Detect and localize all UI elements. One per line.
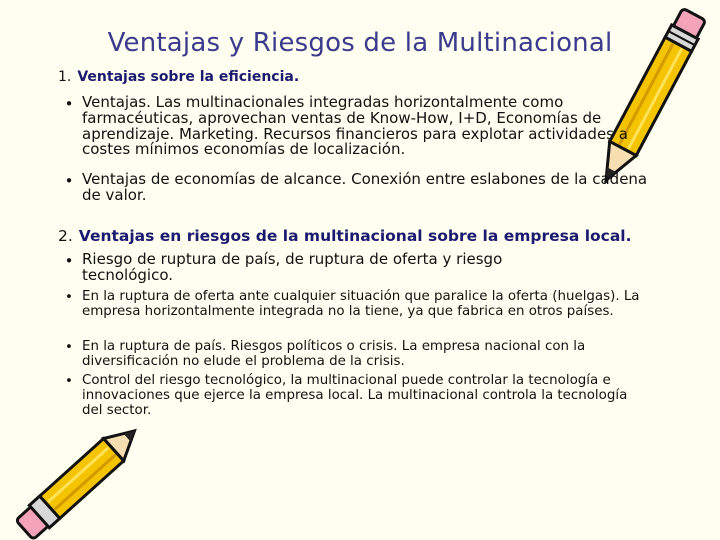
bullet-icon: • (64, 252, 74, 270)
bullet-text: Ventajas de economías de alcance. Conexión entre eslabones de la cadena de valor. (82, 170, 648, 204)
section-1-heading-text: Ventajas sobre la eficiencia. (77, 69, 300, 85)
bullet-text: Control del riesgo tecnológico, la multinacional puede controlar la tecnología e innovaciones que ejerce la empresa local. La multinacional controla la tecnología del sector. (82, 373, 628, 418)
bullet-icon: • (64, 95, 74, 113)
list-item (56, 252, 576, 284)
list-item (56, 340, 646, 370)
bullet-text: Ventajas. Las multinacionales integradas horizontalmente como farmacéuticas, aprovechan ventas de Know-How, I+D, Economías de aprendizaje. Marketing. Recursos financieros para explotar actividades a costes mínimos economías de localización. (82, 93, 628, 159)
bullet-icon: • (65, 290, 73, 305)
bullet-icon: • (65, 374, 73, 389)
list-item (56, 374, 646, 418)
slide-title: Ventajas y Riesgos de la Multinacional (107, 28, 613, 58)
bullet-text: Riesgo de ruptura de país, de ruptura de oferta y riesgo tecnológico. (82, 250, 503, 284)
pencil-icon (0, 428, 160, 540)
list-item (56, 290, 646, 320)
section-1-number: 1. (58, 69, 72, 85)
bullet-icon: • (65, 340, 73, 355)
section-2-heading-text: Ventajas en riesgos de la multinacional sobre la empresa local. (78, 227, 632, 245)
bullet-icon: • (64, 172, 74, 190)
list-item (56, 95, 652, 158)
section-2-number: 2. (58, 227, 73, 245)
section-1-heading (58, 69, 299, 85)
section-2-heading (58, 227, 632, 245)
bullet-text: En la ruptura de país. Riesgos políticos o crisis. La empresa nacional con la diversificación no elude el problema de la crisis. (82, 339, 586, 369)
bullet-text: En la ruptura de oferta ante cualquier situación que paralice la oferta (huelgas). La empresa horizontalmente integrada no la tiene, ya que fabrica en otros países. (82, 289, 640, 319)
list-item (56, 172, 652, 204)
